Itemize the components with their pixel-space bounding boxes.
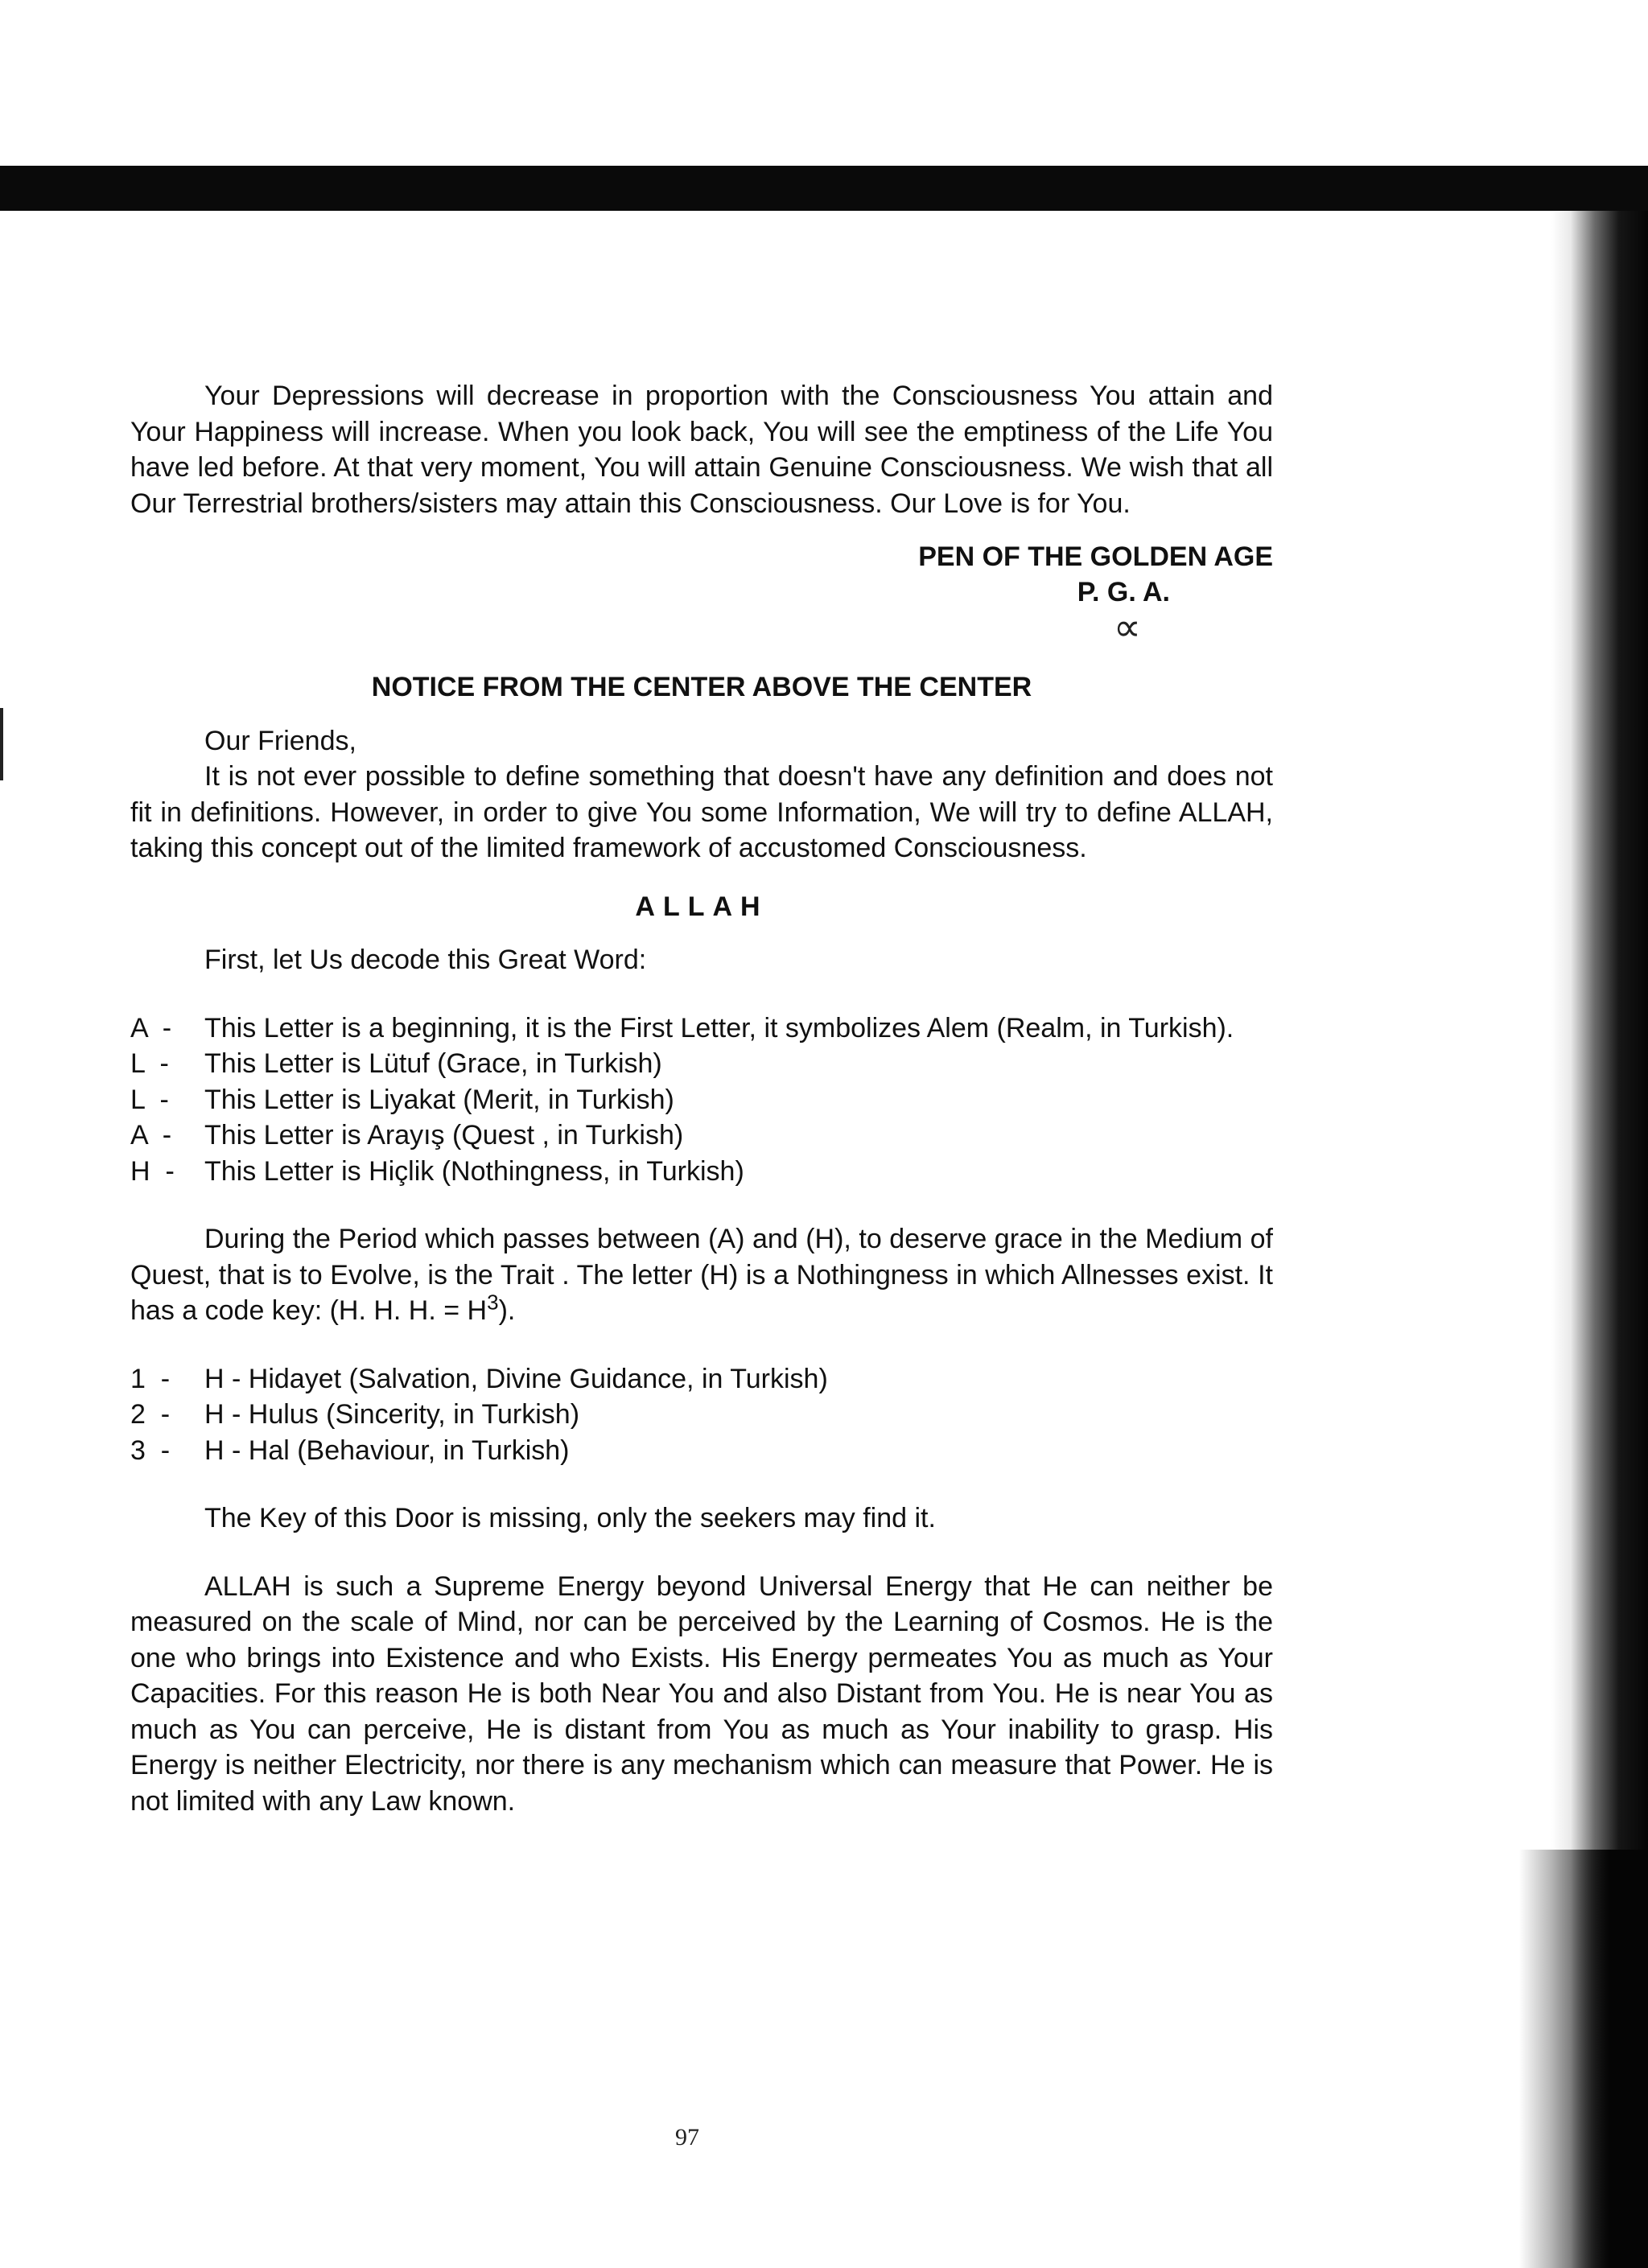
list-item-text: This Letter is Liyakat (Merit, in Turkish) [204,1084,674,1115]
list-item [130,1046,1273,1082]
list-item [130,1011,1273,1047]
paragraph-period [130,1221,1273,1329]
letter-list [130,1011,1273,1190]
list-item-key: L - [130,1084,169,1115]
page-number: 97 [675,2124,699,2151]
paragraph-period-main: During the Period which passes between (A) and (H), to deserve grace in the Medium of Quest, that is to Evolve, is the Trait . The letter (H) is a Nothingness in which Allnesses exist. It has a code key: (H. H. H. = H [130,1224,1273,1326]
signature-initials: P. G. A. [1077,577,1170,607]
list-item-key: 2 - [130,1399,171,1430]
salutation: Our Friends, [204,725,356,756]
list-item-key: A - [130,1120,172,1150]
list-item [130,1397,1273,1433]
list-item-key: L - [130,1048,169,1079]
notice-heading: NOTICE FROM THE CENTER ABOVE THE CENTER [371,672,1032,702]
list-item [130,1433,1273,1469]
paragraph-period-end: ). [498,1295,516,1326]
scan-top-band [0,166,1648,211]
key-line: The Key of this Door is missing, only the seekers may find it. [204,1503,936,1533]
list-item [130,1082,1273,1118]
list-item-text: H - Hulus (Sincerity, in Turkish) [204,1399,580,1430]
list-item [130,1154,1273,1190]
list-item-key: 1 - [130,1363,171,1394]
scan-right-edge-shadow-lower [1519,1850,1648,2268]
signature-block [130,539,1273,647]
paragraph-definition: It is not ever possible to define something that doesn't have any definition and does not fit in definitions. However, in order to give You some Information, We will try to define ALLAH, taking this concept out of the limited framework of accustomed Consciousness. [130,761,1273,863]
paragraph-supreme-energy: ALLAH is such a Supreme Energy beyond Universal Energy that He can neither be measured on the scale of Mind, nor can be perceived by the Learning of Cosmos. He is the one who brings into Existence and who Exists. His Energy permeates You as much as Your Capacities. For this reason He is both Near You and also Distant from You. He is near You as much as You can perceive, He is distant from You as much as Your inability to grasp. His Energy is neither Electricity, nor there is any mechanism which can measure that Power. He is not limited with any Law known. [130,1570,1273,1817]
list-item-text: This Letter is Hiçlik (Nothingness, in Turkish) [204,1155,744,1187]
alpha-symbol-icon: ∝ [1113,607,1141,649]
page-body [130,378,1273,1819]
list-item [130,1361,1273,1397]
allah-heading: ALLAH [635,891,768,922]
list-item-key: A - [130,1012,172,1043]
list-item-text: H - Hidayet (Salvation, Divine Guidance, in Turkish) [204,1363,828,1394]
decode-intro: First, let Us decode this Great Word: [204,945,647,975]
list-item-text: This Letter is Lütuf (Grace, in Turkish) [204,1048,662,1079]
list-item-key: 3 - [130,1434,171,1466]
signature-title: PEN OF THE GOLDEN AGE [918,541,1273,572]
list-item-text: This Letter is a beginning, it is the First Letter, it symbolizes Alem (Realm, in Turkish). [204,1012,1234,1043]
list-item [130,1118,1273,1154]
list-item-text: H - Hal (Behaviour, in Turkish) [204,1434,570,1466]
paragraph-depressions: Your Depressions will decrease in proportion with the Consciousness You attain and Your Happiness will increase. When you look back, You will see the emptiness of the Life You have led before. At that very moment, You will attain Genuine Consciousness. We wish that all Our Terrestrial brothers/sisters may attain this Consciousness. Our Love is for You. [130,381,1273,519]
scan-left-edge-mark [0,708,3,780]
code-list [130,1361,1273,1469]
superscript-three: 3 [487,1290,499,1315]
list-item-text: This Letter is Arayış (Quest , in Turkish) [204,1120,684,1150]
list-item-key: H - [130,1155,175,1187]
